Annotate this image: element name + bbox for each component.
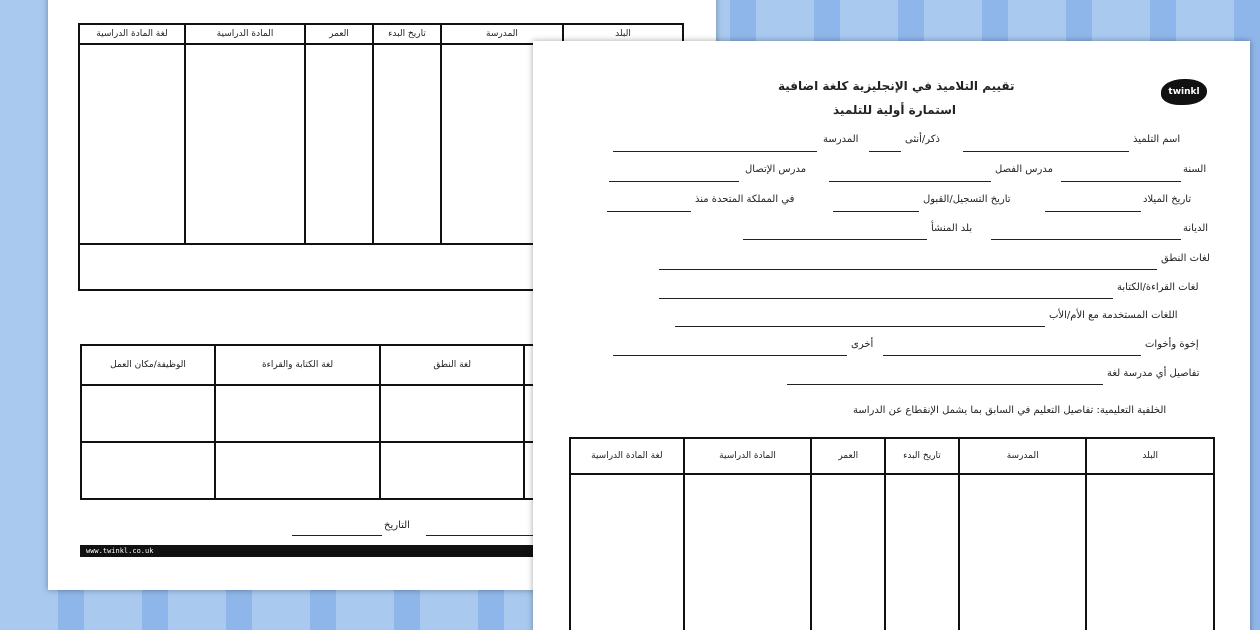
gender-line[interactable] bbox=[869, 151, 901, 152]
gender-label: ذكر/أنثى bbox=[905, 134, 941, 145]
form-title: تقييم التلاميذ في الإنجليزية كلغة اضافية bbox=[778, 79, 1015, 93]
back-col-start-date: تاريخ البدء bbox=[373, 24, 441, 44]
back-col-job: الوظيفة/مكان العمل bbox=[81, 345, 215, 385]
student-name-label: اسم التلميذ bbox=[1133, 134, 1181, 145]
in-uk-since-label: في المملكة المتحدة منذ bbox=[695, 194, 795, 205]
student-name-line[interactable] bbox=[963, 151, 1129, 152]
table-cell[interactable] bbox=[79, 44, 185, 244]
language-school-line[interactable] bbox=[787, 384, 1103, 385]
table-cell[interactable] bbox=[185, 44, 305, 244]
school-label: المدرسة bbox=[823, 134, 859, 145]
class-teacher-label: مدرس الفصل bbox=[995, 164, 1053, 175]
col-country: البلد bbox=[1086, 438, 1214, 474]
twinkl-logo: twinkl bbox=[1161, 79, 1207, 105]
date-label: التاريخ bbox=[384, 520, 410, 531]
form-subtitle: استمارة أولية للتلميذ bbox=[833, 103, 957, 117]
year-line[interactable] bbox=[1061, 181, 1181, 182]
liaison-teacher-label: مدرس الإتصال bbox=[745, 164, 807, 175]
table-cell[interactable] bbox=[1086, 474, 1214, 630]
back-col-spoken: لغة النطق bbox=[380, 345, 524, 385]
language-school-label: تفاصيل أي مدرسة لغة bbox=[1107, 368, 1200, 379]
table-cell[interactable] bbox=[81, 442, 215, 499]
back-col-school: المدرسة bbox=[441, 24, 563, 44]
col-start-date: تاريخ البدء bbox=[885, 438, 959, 474]
education-heading: الخلفية التعليمية: تفاصيل التعليم في السابق بما يشمل الإنقطاع عن الدراسة bbox=[853, 405, 1167, 416]
table-cell[interactable] bbox=[305, 44, 373, 244]
back-col-subject-language: لغة المادة الدراسية bbox=[79, 24, 185, 44]
back-col-age: العمر bbox=[305, 24, 373, 44]
country-of-origin-label: بلد المنشأ bbox=[931, 223, 973, 234]
table-cell[interactable] bbox=[811, 474, 885, 630]
table-cell[interactable] bbox=[380, 385, 524, 442]
siblings-label: إخوة وأخوات bbox=[1145, 339, 1199, 350]
country-of-origin-line[interactable] bbox=[743, 239, 927, 240]
table-cell[interactable] bbox=[373, 44, 441, 244]
front-worksheet bbox=[533, 41, 1250, 630]
table-cell[interactable] bbox=[81, 385, 215, 442]
reading-writing-line[interactable] bbox=[659, 298, 1113, 299]
table-cell[interactable] bbox=[380, 442, 524, 499]
in-uk-since-line[interactable] bbox=[607, 211, 691, 212]
spoken-languages-label: لغات النطق bbox=[1161, 253, 1210, 264]
footer-url: www.twinkl.co.uk bbox=[86, 547, 154, 555]
parent-languages-line[interactable] bbox=[675, 326, 1045, 327]
admission-date-line[interactable] bbox=[833, 211, 919, 212]
back-col-reading-writing: لغة الكتابة والقراءة bbox=[215, 345, 380, 385]
parent-languages-label: اللغات المستخدمة مع الأم/الأب bbox=[1049, 310, 1178, 321]
class-teacher-line[interactable] bbox=[829, 181, 991, 182]
other-label: أخرى bbox=[851, 339, 874, 350]
col-school: المدرسة bbox=[959, 438, 1087, 474]
table-cell[interactable] bbox=[215, 385, 380, 442]
col-age: العمر bbox=[811, 438, 885, 474]
religion-line[interactable] bbox=[991, 239, 1181, 240]
school-line[interactable] bbox=[613, 151, 817, 152]
admission-date-label: تاريخ التسجيل/القبول bbox=[923, 194, 1011, 205]
table-cell[interactable] bbox=[885, 474, 959, 630]
birth-date-label: تاريخ الميلاد bbox=[1143, 194, 1192, 205]
date-line[interactable] bbox=[292, 535, 382, 536]
col-subject-language: لغة المادة الدراسية bbox=[570, 438, 684, 474]
religion-label: الديانة bbox=[1183, 223, 1209, 234]
front-education-table bbox=[569, 437, 1215, 630]
reading-writing-label: لغات القراءة/الكتابة bbox=[1117, 282, 1199, 293]
col-subject: المادة الدراسية bbox=[684, 438, 812, 474]
table-cell[interactable] bbox=[959, 474, 1087, 630]
spoken-languages-line[interactable] bbox=[659, 269, 1157, 270]
other-line[interactable] bbox=[613, 355, 847, 356]
back-col-country: البلد bbox=[563, 24, 683, 44]
table-cell[interactable] bbox=[684, 474, 812, 630]
liaison-teacher-line[interactable] bbox=[609, 181, 739, 182]
back-col-subject: المادة الدراسية bbox=[185, 24, 305, 44]
table-cell[interactable] bbox=[570, 474, 684, 630]
year-label: السنة bbox=[1183, 164, 1207, 175]
siblings-line[interactable] bbox=[883, 355, 1141, 356]
table-cell[interactable] bbox=[215, 442, 380, 499]
birth-date-line[interactable] bbox=[1045, 211, 1141, 212]
